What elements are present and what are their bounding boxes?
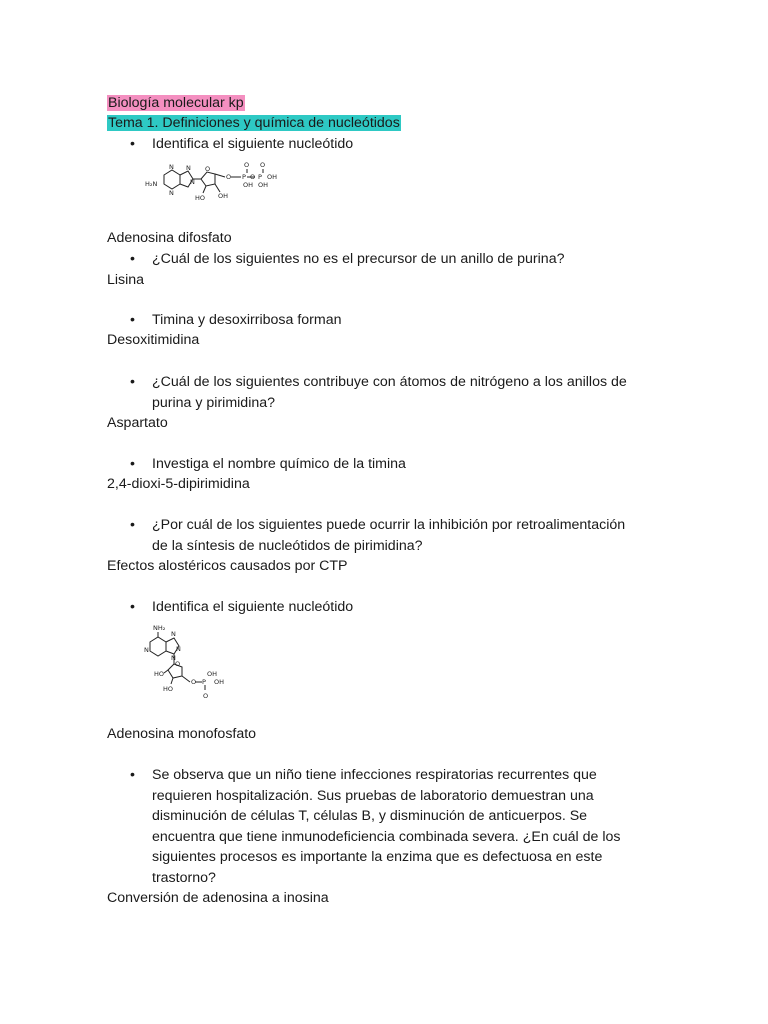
structure-label: O: [244, 161, 250, 169]
structure-label: N: [176, 645, 181, 653]
question-6: [152, 515, 672, 556]
bullet: •: [130, 456, 135, 472]
structure-label: O: [226, 173, 232, 181]
structure-label: P: [242, 173, 246, 181]
amp-structure-image: [140, 622, 250, 704]
structure-label: OH: [207, 670, 218, 678]
topic-heading-line: [107, 113, 401, 133]
topic-heading: Tema 1. Definiciones y química de nucleótidos: [108, 115, 400, 131]
structure-label: NH₂: [153, 624, 166, 632]
question-line: requieren hospitalización. Sus pruebas de laboratorio demuestran una: [152, 787, 594, 804]
question-line: de la síntesis de nucleótidos de pirimidina?: [152, 537, 423, 554]
structure-label: OH: [218, 192, 229, 200]
structure-label: O: [191, 678, 197, 686]
question-line: siguientes procesos es importante la enzima que es defectuosa en este: [152, 849, 603, 865]
structure-label: N: [186, 164, 191, 172]
question-line: ¿Cuál de los siguientes no es el precursor de un anillo de purina?: [152, 251, 565, 267]
question-2: [152, 249, 672, 270]
document-title: Biología molecular kp: [108, 95, 244, 111]
answer-7: Adenosina monofosfato: [107, 726, 257, 742]
question-5: [152, 454, 672, 475]
bullet: •: [130, 251, 135, 267]
question-line: ¿Cuál de los siguientes contribuye con átomos de nitrógeno a los anillos de: [152, 374, 627, 390]
answer-4: Aspartato: [107, 415, 168, 431]
structure-label: N: [169, 189, 174, 197]
bullet: •: [130, 599, 135, 615]
question-line: Se observa que un niño tiene infecciones respiratorias recurrentes que: [152, 767, 597, 783]
question-8: [152, 765, 672, 888]
adp-structure-image: [143, 157, 278, 212]
answer-3: Desoxitimidina: [107, 332, 200, 348]
structure-label: N: [171, 654, 176, 662]
question-line: trastorno?: [152, 869, 216, 886]
structure-label: O: [260, 161, 266, 169]
answer-2: Lisina: [107, 272, 145, 288]
structure-label: P: [258, 173, 262, 181]
structure-label: N: [169, 163, 174, 171]
structure-label: OH: [258, 181, 269, 189]
question-line: Identifica el siguiente nucleótido: [152, 136, 354, 152]
structure-label: O: [175, 660, 181, 668]
structure-label: OH: [214, 678, 225, 686]
structure-label: N: [171, 630, 176, 638]
question-1: [152, 134, 672, 155]
structure-label: O: [250, 173, 256, 181]
structure-label: N: [144, 646, 149, 654]
question-line: Identifica el siguiente nucleótido: [152, 599, 354, 615]
structure-label: HO: [163, 685, 174, 693]
structure-label: OH: [267, 173, 278, 181]
structure-label: O: [205, 165, 211, 173]
structure-label: N: [190, 178, 195, 186]
question-7: [152, 597, 672, 618]
structure-label: O: [203, 692, 209, 700]
bullet: •: [130, 312, 135, 328]
structure-label: OH: [243, 181, 254, 189]
question-line: Investiga el nombre químico de la timina: [152, 456, 406, 472]
question-line: Timina y desoxirribosa forman: [152, 312, 342, 328]
bullet: •: [130, 374, 135, 390]
structure-label: HO: [195, 194, 206, 202]
structure-label: HO: [154, 670, 165, 678]
bullet: •: [130, 136, 135, 152]
answer-1: Adenosina difosfato: [107, 230, 232, 246]
structure-label: P: [202, 678, 206, 686]
question-line: disminución de células T, células B, y disminución de anticuerpos. Se: [152, 808, 588, 824]
question-line: encuentra que tiene inmunodeficiencia combinada severa. ¿En cuál de los: [152, 828, 621, 845]
bullet: •: [130, 767, 135, 783]
document-title-line: [107, 93, 245, 113]
question-3: [152, 310, 672, 331]
answer-8: Conversión de adenosina a inosina: [107, 890, 329, 906]
bullet: •: [130, 517, 135, 533]
question-line: ¿Por cuál de los siguientes puede ocurrir la inhibición por retroalimentación: [152, 517, 626, 533]
answer-5: 2,4-dioxi-5-dipirimidina: [107, 476, 250, 492]
answer-6: Efectos alostéricos causados por CTP: [107, 558, 348, 574]
structure-label: H₂N: [145, 180, 158, 188]
question-4: [152, 372, 672, 413]
question-line: purina y pirimidina?: [152, 394, 276, 411]
